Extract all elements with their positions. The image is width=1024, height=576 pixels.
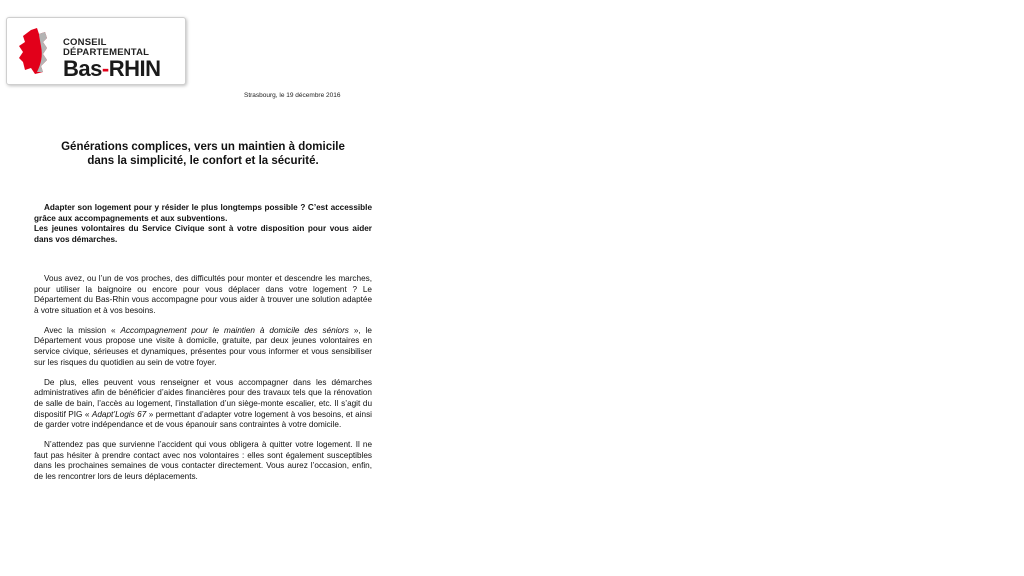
logo xyxy=(6,17,186,85)
bas-rhin-emblem-icon xyxy=(17,26,57,76)
program-name: Adapt’Logis 67 xyxy=(91,409,147,419)
logo-line2 xyxy=(63,58,185,80)
p2-start: Avec la mission « xyxy=(44,325,121,335)
intro-block xyxy=(34,203,372,245)
logo-dash: - xyxy=(101,56,109,81)
mission-name: Accompagnement pour le maintien à domicile des séniors xyxy=(120,325,349,335)
title-line-2: dans la simplicité, le confort et la sécurité. xyxy=(87,155,319,167)
body-paragraph-2 xyxy=(34,326,372,368)
body-paragraph-1: Vous avez, ou l’un de vos proches, des difficultés pour monter et descendre les marches, pour utiliser la baignoire ou encore pour vous déplacer dans votre logement ? Le Département du Bas-Rhin vous accompagne pour vous aider à trouver une solution adaptée à votre situation et à vos besoins. xyxy=(34,274,372,315)
title-line-1: Générations complices, vers un maintien à domicile xyxy=(61,141,345,153)
p3-start: De plus, elles peuvent vous renseigner et vous accompagner dans les démarches administratives afin de bénéficier d’aides financières pour des travaux tels que la rénovation de salle de bain, l’accès au logement, l’installation d’un siège-monte escalier, etc. Il s’agit du dispositif PIG « xyxy=(34,377,372,419)
body-paragraph-4: N’attendez pas que survienne l’accident qui vous obligera à quitter votre logement. Il ne faut pas hésiter à prendre contact avec nos volontaires : elles sont également susceptibles dans les prochaines semaines de vous contacter directement. Vous aurez l’occasion, enfin, de les rencontrer lors de leurs déplacements. xyxy=(34,440,372,481)
body-paragraph-3 xyxy=(34,378,372,431)
letter-date: Strasbourg, le 19 décembre 2016 xyxy=(244,92,341,99)
intro-paragraph-1: Adapter son logement pour y résider le plus longtemps possible ? C’est accessible grâce aux accompagnements et aux subventions. xyxy=(34,203,372,223)
body-text xyxy=(34,274,372,492)
logo-rhin: RHIN xyxy=(108,56,161,81)
intro-paragraph-2: Les jeunes volontaires du Service Civique sont à votre disposition pour vous aider dans vos démarches. xyxy=(34,224,372,244)
p2-end: », le Département vous propose une visite à domicile, gratuite, par deux jeunes volontaires en service civique, sérieuses et dynamiques, présentes pour vous informer et vous sensibiliser sur les risques du quotidien au sein de votre foyer. xyxy=(34,325,372,367)
p3-end: » permettant d’adapter votre logement à vos besoins, et ainsi de garder votre indépendance et de vous épanouir sans contraintes à votre domicile. xyxy=(34,409,373,430)
logo-line1: CONSEIL DÉPARTEMENTAL xyxy=(63,37,150,58)
logo-bas: Bas xyxy=(63,56,102,81)
logo-text xyxy=(63,38,185,80)
document-title xyxy=(28,140,378,168)
